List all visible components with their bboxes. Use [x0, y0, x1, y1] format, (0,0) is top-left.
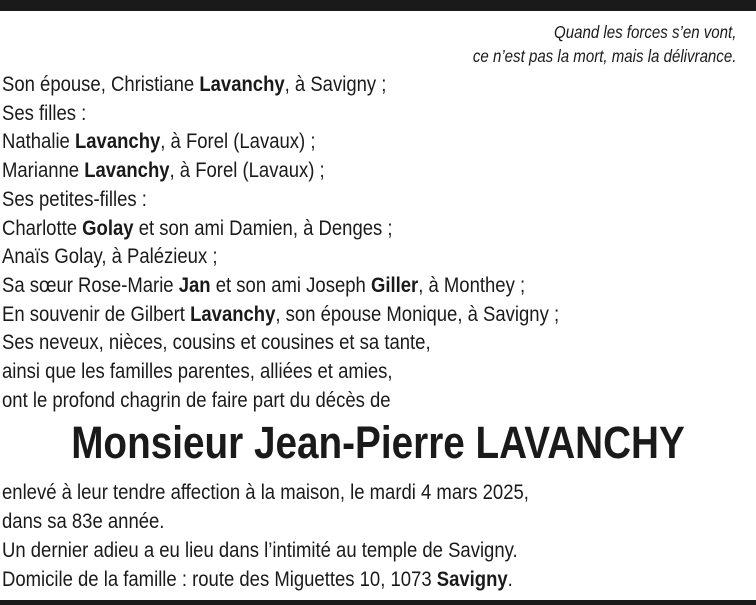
- family-line: [2, 386, 559, 415]
- detail-line: [2, 478, 529, 507]
- text: Nathalie: [2, 129, 75, 154]
- surname: Lavanchy: [190, 301, 276, 326]
- text: Domicile de la famille : route des Miguettes 10, 1073: [2, 567, 437, 591]
- family-line: [2, 185, 559, 214]
- text: , à Monthey ;: [418, 272, 526, 297]
- details: [2, 478, 529, 594]
- text: et son ami Joseph: [210, 272, 371, 297]
- family-line: [2, 357, 559, 386]
- epigraph: [473, 20, 736, 68]
- family-line: [2, 214, 559, 243]
- text: Charlotte: [2, 215, 83, 240]
- text: Ses petites-filles :: [2, 186, 147, 211]
- family-line: [2, 271, 559, 300]
- family-line: [2, 242, 559, 271]
- text: Sa sœur Rose-Marie: [2, 272, 179, 297]
- bottom-rule: [0, 600, 756, 605]
- family-line: [2, 127, 559, 156]
- epigraph-line-1: Quand les forces s’en vont,: [553, 22, 736, 42]
- top-rule: [0, 0, 756, 11]
- text: Un dernier adieu a eu lieu dans l’intimité au temple de Savigny.: [2, 538, 518, 562]
- text: , à Forel (Lavaux) ;: [169, 158, 325, 183]
- place: Savigny: [436, 567, 508, 591]
- detail-line: [2, 565, 529, 594]
- surname: Golay: [82, 215, 134, 240]
- text: dans sa 83e année.: [2, 509, 165, 533]
- text: Marianne: [2, 158, 85, 183]
- text: Ses neveux, nièces, cousins et cousines et sa tante,: [2, 330, 431, 355]
- text: Ses filles :: [2, 100, 87, 125]
- text: enlevé à leur tendre affection à la maison, le mardi 4 mars 2025,: [2, 480, 529, 504]
- detail-line: [2, 536, 529, 565]
- text: Anaïs Golay, à Palézieux ;: [2, 244, 218, 269]
- family-line: [2, 156, 559, 185]
- text: , à Forel (Lavaux) ;: [160, 129, 316, 154]
- text: ont le profond chagrin de faire part du décès de: [2, 387, 391, 412]
- family-list: [2, 70, 559, 414]
- surname: Giller: [370, 272, 419, 297]
- text: .: [507, 567, 513, 591]
- deceased-name: Monsieur Jean-Pierre LAVANCHY: [71, 417, 685, 468]
- surname: Lavanchy: [74, 129, 161, 154]
- family-line: [2, 300, 559, 329]
- text: , à Savigny ;: [284, 72, 387, 96]
- surname: Lavanchy: [199, 72, 285, 96]
- family-line: [2, 70, 559, 99]
- surname: Lavanchy: [84, 158, 170, 183]
- epigraph-line-2: ce n’est pas la mort, mais la délivrance.: [472, 46, 736, 66]
- detail-line: [2, 507, 529, 536]
- family-line: [2, 328, 559, 357]
- text: et son ami Damien, à Denges ;: [133, 215, 393, 240]
- text: , son épouse Monique, à Savigny ;: [275, 301, 560, 326]
- surname: Jan: [178, 272, 211, 297]
- family-line: [2, 99, 559, 128]
- text: En souvenir de Gilbert: [2, 301, 191, 326]
- text: Son épouse, Christiane: [2, 72, 200, 96]
- text: ainsi que les familles parentes, alliées et amies,: [2, 359, 393, 384]
